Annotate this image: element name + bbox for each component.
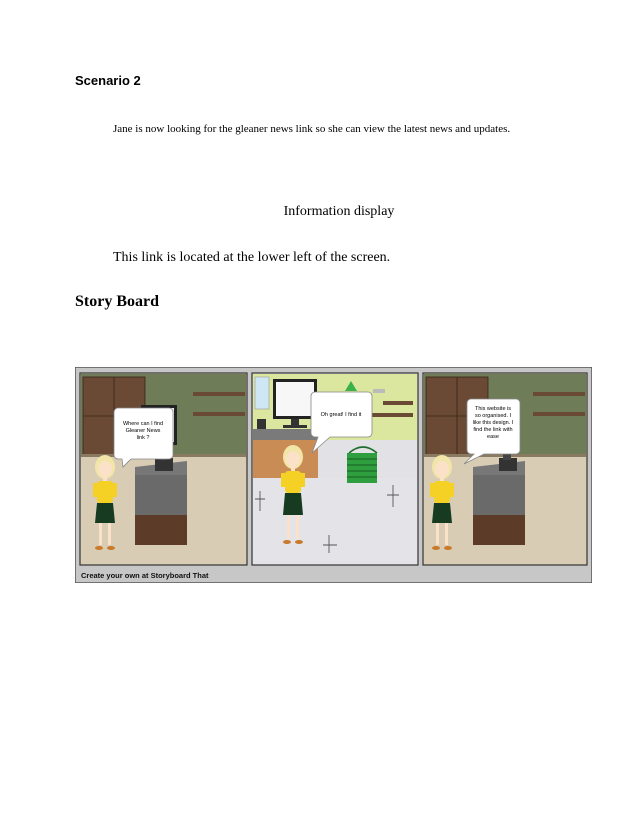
- scenario-heading: Scenario 2: [75, 73, 141, 88]
- speech-1-line-3: link ?: [136, 435, 150, 441]
- link-location-text: This link is located at the lower left of the screen.: [113, 250, 391, 265]
- speech-3-line-1: This website is: [474, 406, 512, 412]
- story-board-heading: Story Board: [75, 293, 159, 310]
- speech-1-line-1: Where can I find: [122, 421, 164, 427]
- storyboard-panel-2: [252, 373, 418, 565]
- speech-3-line-3: like this design. I: [472, 420, 514, 426]
- speech-bubble-1: [114, 408, 173, 467]
- speech-bubble-3: [464, 399, 520, 464]
- storyboard-image: [75, 367, 592, 583]
- storyboard-panel-3: [423, 373, 587, 565]
- storyboard-footer-credit: Create your own at Storyboard That: [81, 571, 209, 580]
- storyboard-panel-1: [80, 373, 247, 565]
- speech-3-line-5: ease: [487, 434, 499, 440]
- speech-1-line-2: Gleaner News: [125, 428, 161, 434]
- speech-2-line-1: Oh great! I find it: [320, 412, 362, 418]
- speech-3-line-4: find the link with: [473, 427, 513, 433]
- scenario-description: Jane is now looking for the gleaner news link so she can view the latest news and updates.: [113, 123, 511, 135]
- speech-3-line-2: so organised. I: [474, 413, 512, 419]
- information-display-label: Information display: [283, 204, 395, 219]
